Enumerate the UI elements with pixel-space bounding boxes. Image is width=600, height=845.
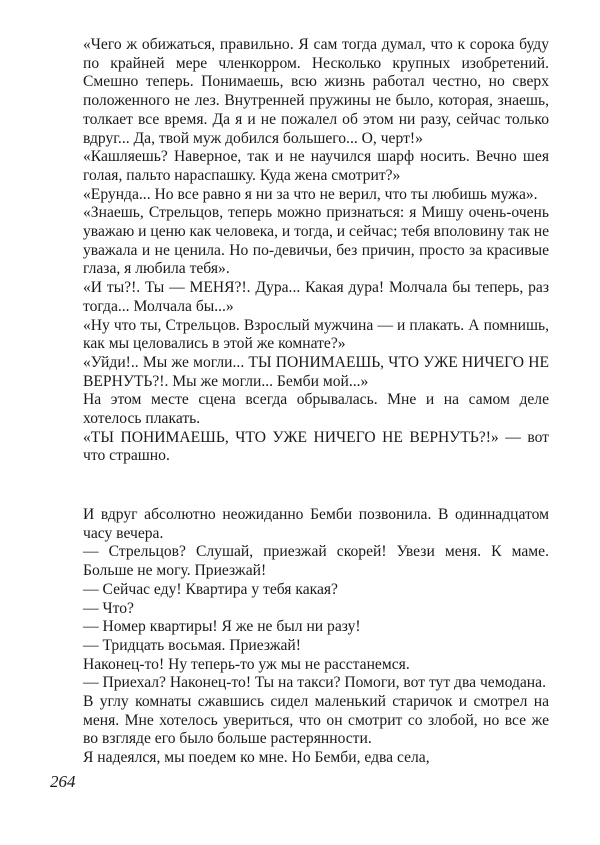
dialogue-line: — Сейчас еду! Квартира у тебя какая? bbox=[83, 580, 338, 598]
paragraph: «Чего ж обижаться, правильно. Я сам тогда думал, что к сорока буду по крайней мере членкорром. Несколько крупных изобретений. Смешно теперь. Понимаешь, всю жизнь работал честно, но сверх положенного не лез. Внутренней пружины не было, которая, знаешь, толкает все время. Да я и не пожалел об этом ни разу, сейчас только вдруг... Да, твой муж добился большего... О, черт!» bbox=[83, 36, 549, 147]
dialogue-line: — Номер квартиры! Я же не был ни разу! bbox=[83, 618, 361, 636]
dialogue-line: — Тридцать восьмая. Приезжай! bbox=[83, 636, 301, 654]
paragraph: И вдруг абсолютно неожиданно Бемби позвонила. В одиннадцатом часу вечера. bbox=[83, 506, 549, 542]
paragraph: «Ерунда... Но все равно я ни за что не верил, что ты любишь мужа». bbox=[83, 185, 538, 203]
paragraph: «Ну что ты, Стрельцов. Взрослый мужчина — и плакать. А помнишь, как мы целовались в этой же комнате?» bbox=[83, 316, 549, 353]
dialogue-line: — Приехал? Наконец-то! Ты на такси? Помоги, вот тут два чемодана. bbox=[83, 674, 546, 692]
paragraph: Я надеялся, мы поедем ко мне. Но Бемби, едва села, bbox=[83, 749, 430, 767]
paragraph: «ТЫ ПОНИМАЕШЬ, ЧТО УЖЕ НИЧЕГО НЕ ВЕРНУТЬ?!» — вот что страшно. bbox=[83, 428, 549, 465]
paragraph: «И ты?!. Ты — МЕНЯ?!. Дура... Какая дура! Молчала бы теперь, раз тогда... Молчала бы...» bbox=[83, 279, 549, 315]
paragraph: «Уйди!.. Мы же могли... ТЫ ПОНИМАЕШЬ, ЧТО УЖЕ НИЧЕГО НЕ ВЕРНУТЬ?!. Мы же могли... Бемби мой...» bbox=[83, 353, 549, 390]
remembered-dialogue-block bbox=[83, 36, 549, 466]
page-number: 264 bbox=[50, 772, 76, 791]
dialogue-line: — Что? bbox=[83, 599, 134, 617]
dialogue-line: — Стрельцов? Слушай, приезжай скорей! Увези меня. К маме. Больше не могу. Приезжай! bbox=[83, 543, 549, 580]
narrative-block bbox=[83, 506, 549, 768]
paragraph: На этом месте сцена всегда обрывалась. Мне и на самом деле хотелось плакать. bbox=[83, 391, 549, 428]
paragraph: «Кашляешь? Наверное, так и не научился шарф носить. Вечно шея голая, пальто нараспашку. Куда жена смотрит?» bbox=[83, 148, 549, 184]
paragraph: «Знаешь, Стрельцов, теперь можно признаться: я Мишу очень-очень уважаю и ценю как человека, и тогда, и сейчас; тебя вполовину так не уважала и не ценила. Но по-девичьи, без причин, просто за красивые глаза, я любила тебя». bbox=[83, 204, 549, 278]
paragraph: Наконец-то! Ну теперь-то уж мы не расстанемся. bbox=[83, 655, 410, 673]
paragraph: В углу комнаты сжавшись сидел маленький старичок и смотрел на меня. Мне хотелось увериться, что он смотрит со злобой, но все же во взгляде его было больше растерянности. bbox=[83, 693, 549, 748]
